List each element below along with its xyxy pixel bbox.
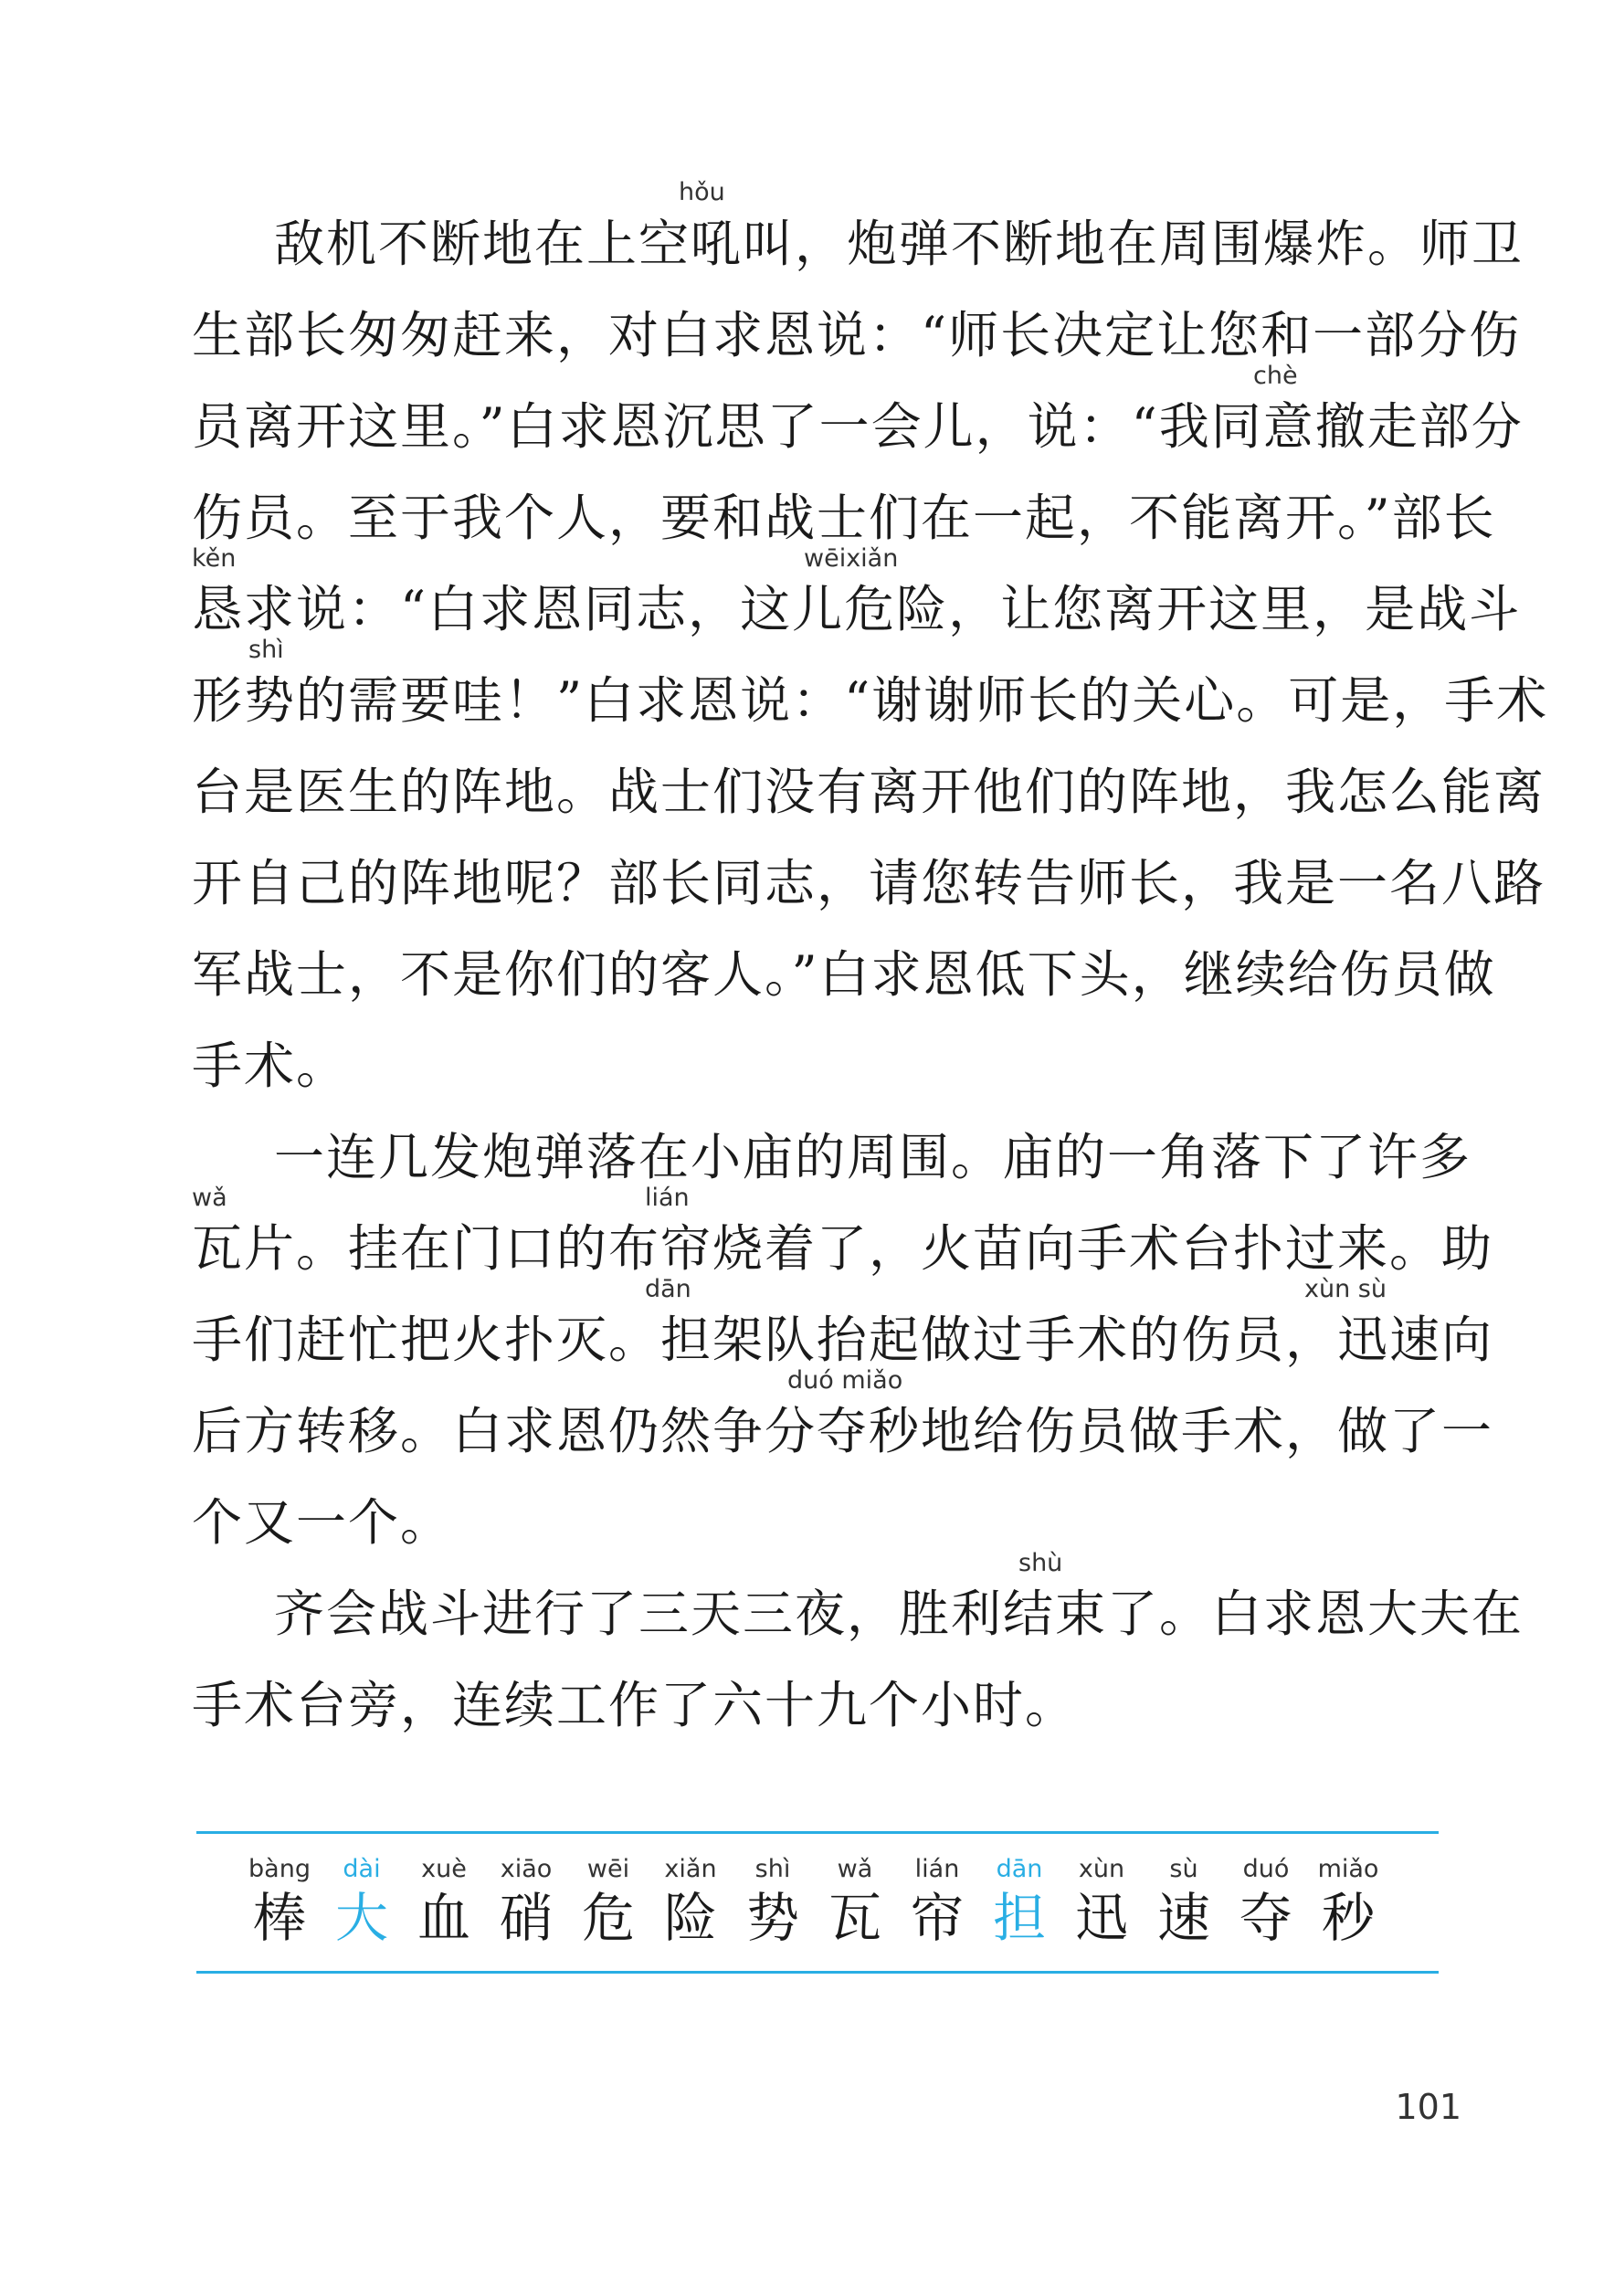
vocabulary-character: 硝 xyxy=(499,1887,553,1949)
vocabulary-pinyin: dān xyxy=(996,1855,1043,1883)
text-line: 个又一个。 xyxy=(192,1493,453,1552)
vocabulary-pinyin: bàng xyxy=(248,1855,311,1883)
pinyin-annotation: xùn sù xyxy=(1304,1275,1387,1303)
vocabulary-character: 秒 xyxy=(1321,1887,1375,1949)
vocabulary-item-highlighted xyxy=(320,1854,404,1951)
pinyin-annotation: lián xyxy=(645,1184,690,1212)
pinyin-annotation: wēixiǎn xyxy=(804,544,899,573)
vocabulary-character: 棒 xyxy=(252,1887,306,1949)
vocabulary-pinyin: dài xyxy=(343,1855,381,1883)
vocabulary-item xyxy=(1306,1854,1390,1951)
pinyin-annotation: shù xyxy=(1018,1549,1063,1577)
vocabulary-pinyin: shì xyxy=(754,1855,791,1883)
text-line: 齐会战斗进行了三天三夜，胜利结束了。白求恩大夫在 xyxy=(274,1585,1524,1643)
vocabulary-pinyin: xùn xyxy=(1078,1855,1125,1883)
text-line: 手们赶忙把火扑灭。担架队抬起做过手术的伤员，迅速向 xyxy=(192,1311,1494,1369)
vocabulary-item xyxy=(731,1854,815,1951)
pinyin-annotation: chè xyxy=(1253,362,1298,390)
vocabulary-pinyin: wǎ xyxy=(837,1855,873,1883)
vocabulary-pinyin: wēi xyxy=(586,1855,630,1883)
pinyin-annotation: duó miǎo xyxy=(787,1366,903,1395)
text-line: 手术台旁，连续工作了六十九个小时。 xyxy=(192,1676,1078,1734)
vocabulary-pinyin: miǎo xyxy=(1317,1855,1379,1883)
vocabulary-character: 帘 xyxy=(910,1887,964,1949)
vocabulary-item xyxy=(813,1854,897,1951)
vocabulary-item xyxy=(484,1854,568,1951)
vocabulary-item xyxy=(895,1854,979,1951)
pinyin-annotation: dān xyxy=(645,1275,691,1303)
page-number: 101 xyxy=(1395,2087,1461,2127)
text-line: 一连几发炮弹落在小庙的周围。庙的一角落下了许多 xyxy=(274,1128,1472,1186)
vocabulary-character: 速 xyxy=(1156,1887,1210,1949)
vocabulary-pinyin: duó xyxy=(1242,1855,1290,1883)
vocabulary-pinyin: lián xyxy=(914,1855,960,1883)
vocabulary-character: 担 xyxy=(992,1887,1046,1949)
vocabulary-bottom-rule xyxy=(196,1971,1439,1974)
vocabulary-character: 迅 xyxy=(1074,1887,1128,1949)
vocabulary-pinyin: xiǎn xyxy=(664,1855,717,1883)
vocabulary-character: 危 xyxy=(581,1887,635,1949)
text-line: 后方转移。白求恩仍然争分夺秒地给伤员做手术，做了一 xyxy=(192,1402,1494,1460)
text-line: 开自己的阵地呢？部长同志，请您转告师长，我是一名八路 xyxy=(192,854,1546,912)
pinyin-annotation: wǎ xyxy=(192,1184,227,1212)
vocabulary-item xyxy=(1060,1854,1144,1951)
vocabulary-item xyxy=(649,1854,733,1951)
pinyin-annotation: shì xyxy=(248,636,284,664)
text-line: 生部长匆匆赶来，对白求恩说：“师长决定让您和一部分伤 xyxy=(192,306,1522,364)
vocabulary-top-rule xyxy=(196,1831,1439,1834)
vocabulary-character: 大 xyxy=(334,1887,388,1949)
text-line: 敌机不断地在上空吼叫，炮弹不断地在周围爆炸。师卫 xyxy=(274,215,1524,273)
vocabulary-character: 势 xyxy=(745,1887,799,1949)
text-line: 军战士，不是你们的客人。”白求恩低下头，继续给伤员做 xyxy=(192,945,1496,1004)
text-line: 手术。 xyxy=(192,1037,349,1095)
text-line: 瓦片。挂在门口的布帘烧着了，火苗向手术台扑过来。助 xyxy=(192,1219,1494,1278)
vocabulary-pinyin: xuè xyxy=(421,1855,467,1883)
vocabulary-item-highlighted xyxy=(977,1854,1061,1951)
vocabulary-item xyxy=(237,1854,322,1951)
vocabulary-character: 夺 xyxy=(1239,1887,1292,1949)
pinyin-annotation: kěn xyxy=(192,544,237,573)
text-line: 恳求说：“白求恩同志，这儿危险，让您离开这里，是战斗 xyxy=(192,580,1522,638)
vocabulary-item xyxy=(566,1854,650,1951)
vocabulary-pinyin: xiāo xyxy=(500,1855,553,1883)
text-line: 形势的需要哇！”白求恩说：“谢谢师长的关心。可是，手术 xyxy=(192,671,1549,730)
vocabulary-pinyin: sù xyxy=(1169,1855,1198,1883)
vocabulary-character: 险 xyxy=(663,1887,717,1949)
vocabulary-character: 瓦 xyxy=(828,1887,881,1949)
vocabulary-item xyxy=(1142,1854,1226,1951)
text-line: 台是医生的阵地。战士们没有离开他们的阵地，我怎么能离 xyxy=(192,763,1546,821)
text-line: 伤员。至于我个人，要和战士们在一起，不能离开。”部长 xyxy=(192,489,1496,547)
pinyin-annotation: hǒu xyxy=(679,178,725,206)
vocabulary-item xyxy=(1224,1854,1308,1951)
vocabulary-character: 血 xyxy=(417,1887,470,1949)
vocabulary-item xyxy=(402,1854,486,1951)
text-line: 员离开这里。”白求恩沉思了一会儿，说：“我同意撤走部分 xyxy=(192,397,1524,456)
